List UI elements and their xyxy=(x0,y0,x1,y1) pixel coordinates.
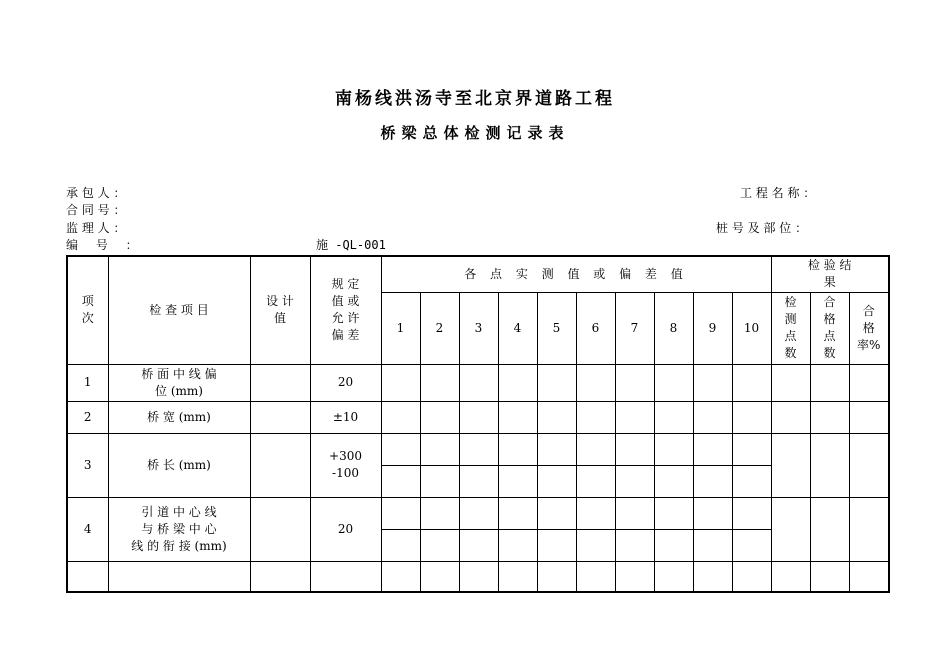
row-spec: ±10 xyxy=(310,401,381,433)
row-no: 1 xyxy=(67,364,108,401)
measure-cell[interactable] xyxy=(537,529,576,561)
point-header: 3 xyxy=(459,292,498,364)
measure-cell[interactable] xyxy=(615,497,654,529)
empty-cell[interactable] xyxy=(810,561,849,592)
row-item: 桥 长 (mm) xyxy=(108,433,250,497)
empty-cell[interactable] xyxy=(576,561,615,592)
row-item: 桥 面 中 线 偏 位 (mm) xyxy=(108,364,250,401)
result-cell[interactable] xyxy=(810,364,849,401)
measure-cell[interactable] xyxy=(381,364,420,401)
measure-cell[interactable] xyxy=(732,529,771,561)
header-check-item: 检 查 项 目 xyxy=(108,256,250,364)
row-item: 桥 宽 (mm) xyxy=(108,401,250,433)
inspection-table xyxy=(66,255,890,593)
measure-cell[interactable] xyxy=(498,465,537,497)
measure-cell[interactable] xyxy=(732,433,771,465)
empty-cell[interactable] xyxy=(537,561,576,592)
measure-cell[interactable] xyxy=(537,497,576,529)
measure-cell[interactable] xyxy=(693,497,732,529)
header-spec: 规 定 值 或 允 许 偏 差 xyxy=(310,256,381,364)
measure-cell[interactable] xyxy=(732,465,771,497)
result-cell[interactable] xyxy=(849,433,889,497)
row-spec: 20 xyxy=(310,364,381,401)
supervisor-label: 监 理 人 ： xyxy=(66,221,126,235)
project-name-label: 工 程 名 称 ： xyxy=(740,186,816,200)
page-title: 南杨线洪汤寺至北京界道路工程 xyxy=(335,89,615,109)
measure-cell[interactable] xyxy=(420,465,459,497)
measure-cell[interactable] xyxy=(732,497,771,529)
measure-cell[interactable] xyxy=(576,433,615,465)
contract-no-label: 合 同 号 ： xyxy=(66,203,126,217)
empty-cell[interactable] xyxy=(381,561,420,592)
measure-cell[interactable] xyxy=(654,364,693,401)
measure-cell[interactable] xyxy=(693,465,732,497)
empty-cell[interactable] xyxy=(771,561,810,592)
measure-cell[interactable] xyxy=(537,364,576,401)
measure-cell[interactable] xyxy=(693,364,732,401)
measure-cell[interactable] xyxy=(576,497,615,529)
table-row xyxy=(67,401,889,433)
header-pass-rate: 合 格 率% xyxy=(849,292,889,364)
result-cell[interactable] xyxy=(849,401,889,433)
measure-cell[interactable] xyxy=(615,465,654,497)
row-spec: 20 xyxy=(310,497,381,561)
point-header: 5 xyxy=(537,292,576,364)
measure-cell[interactable] xyxy=(381,433,420,465)
measure-cell[interactable] xyxy=(615,401,654,433)
empty-cell[interactable] xyxy=(250,561,310,592)
row-no: 2 xyxy=(67,401,108,433)
measure-cell[interactable] xyxy=(693,529,732,561)
result-cell[interactable] xyxy=(810,433,849,497)
empty-cell[interactable] xyxy=(849,561,889,592)
header-pass-points: 合 格 点 数 xyxy=(810,292,849,364)
point-header: 6 xyxy=(576,292,615,364)
measure-cell[interactable] xyxy=(420,433,459,465)
point-header: 2 xyxy=(420,292,459,364)
row-no: 3 xyxy=(67,433,108,497)
result-cell[interactable] xyxy=(810,497,849,561)
measure-cell[interactable] xyxy=(420,529,459,561)
form-code: 施 -QL-001 xyxy=(316,238,386,252)
design-value-cell[interactable] xyxy=(250,401,310,433)
form-subtitle: 桥梁总体检测记录表 xyxy=(380,124,570,142)
empty-cell[interactable] xyxy=(459,561,498,592)
table-row xyxy=(67,433,889,465)
header-measured: 各 点 实 测 值 或 偏 差 值 xyxy=(381,256,771,292)
measure-cell[interactable] xyxy=(654,497,693,529)
point-header: 1 xyxy=(381,292,420,364)
measure-cell[interactable] xyxy=(381,465,420,497)
point-header: 8 xyxy=(654,292,693,364)
table-row xyxy=(67,561,889,592)
measure-cell[interactable] xyxy=(459,401,498,433)
empty-cell[interactable] xyxy=(654,561,693,592)
measure-cell[interactable] xyxy=(576,364,615,401)
result-cell[interactable] xyxy=(771,497,810,561)
measure-cell[interactable] xyxy=(537,465,576,497)
empty-cell[interactable] xyxy=(498,561,537,592)
measure-cell[interactable] xyxy=(459,465,498,497)
table-row xyxy=(67,497,889,529)
empty-cell[interactable] xyxy=(67,561,108,592)
measure-cell[interactable] xyxy=(381,401,420,433)
measure-cell[interactable] xyxy=(576,465,615,497)
measure-cell[interactable] xyxy=(459,529,498,561)
measure-cell[interactable] xyxy=(420,497,459,529)
empty-cell[interactable] xyxy=(420,561,459,592)
empty-cell[interactable] xyxy=(615,561,654,592)
result-cell[interactable] xyxy=(810,401,849,433)
measure-cell[interactable] xyxy=(576,529,615,561)
measure-cell[interactable] xyxy=(537,401,576,433)
measure-cell[interactable] xyxy=(615,364,654,401)
measure-cell[interactable] xyxy=(732,401,771,433)
measure-cell[interactable] xyxy=(654,529,693,561)
design-value-cell[interactable] xyxy=(250,433,310,497)
measure-cell[interactable] xyxy=(459,364,498,401)
measure-cell[interactable] xyxy=(498,529,537,561)
measure-cell[interactable] xyxy=(654,465,693,497)
row-item: 引 道 中 心 线 与 桥 梁 中 心 线 的 衔 接 (mm) xyxy=(108,497,250,561)
result-cell[interactable] xyxy=(771,364,810,401)
measure-cell[interactable] xyxy=(654,433,693,465)
empty-cell[interactable] xyxy=(310,561,381,592)
empty-cell[interactable] xyxy=(693,561,732,592)
empty-cell[interactable] xyxy=(732,561,771,592)
number-label: 编 号 ： xyxy=(66,238,138,252)
result-cell[interactable] xyxy=(771,433,810,497)
point-header: 9 xyxy=(693,292,732,364)
result-cell[interactable] xyxy=(849,364,889,401)
measure-cell[interactable] xyxy=(459,497,498,529)
measure-cell[interactable] xyxy=(498,364,537,401)
header-item-no: 项 次 xyxy=(67,256,108,364)
point-header: 4 xyxy=(498,292,537,364)
design-value-cell[interactable] xyxy=(250,364,310,401)
measure-cell[interactable] xyxy=(420,364,459,401)
contractor-label: 承 包 人 ： xyxy=(66,186,126,200)
measure-cell[interactable] xyxy=(693,433,732,465)
point-header: 10 xyxy=(732,292,771,364)
result-cell[interactable] xyxy=(849,497,889,561)
header-test-points: 检 测 点 数 xyxy=(771,292,810,364)
row-spec: +300 -100 xyxy=(310,433,381,497)
measure-cell[interactable] xyxy=(420,401,459,433)
table-row xyxy=(67,364,889,401)
measure-cell[interactable] xyxy=(459,433,498,465)
header-result: 检 验 结 果 xyxy=(771,256,889,292)
measure-cell[interactable] xyxy=(615,433,654,465)
measure-cell[interactable] xyxy=(693,401,732,433)
measure-cell[interactable] xyxy=(654,401,693,433)
measure-cell[interactable] xyxy=(498,433,537,465)
design-value-cell[interactable] xyxy=(250,497,310,561)
measure-cell[interactable] xyxy=(498,497,537,529)
empty-cell[interactable] xyxy=(108,561,250,592)
measure-cell[interactable] xyxy=(732,364,771,401)
measure-cell[interactable] xyxy=(537,433,576,465)
measure-cell[interactable] xyxy=(615,529,654,561)
result-cell[interactable] xyxy=(771,401,810,433)
measure-cell[interactable] xyxy=(498,401,537,433)
station-label: 桩 号 及 部 位 ： xyxy=(716,221,808,235)
point-header: 7 xyxy=(615,292,654,364)
row-no: 4 xyxy=(67,497,108,561)
measure-cell[interactable] xyxy=(381,497,420,529)
header-design-value: 设 计 值 xyxy=(250,256,310,364)
measure-cell[interactable] xyxy=(381,529,420,561)
measure-cell[interactable] xyxy=(576,401,615,433)
